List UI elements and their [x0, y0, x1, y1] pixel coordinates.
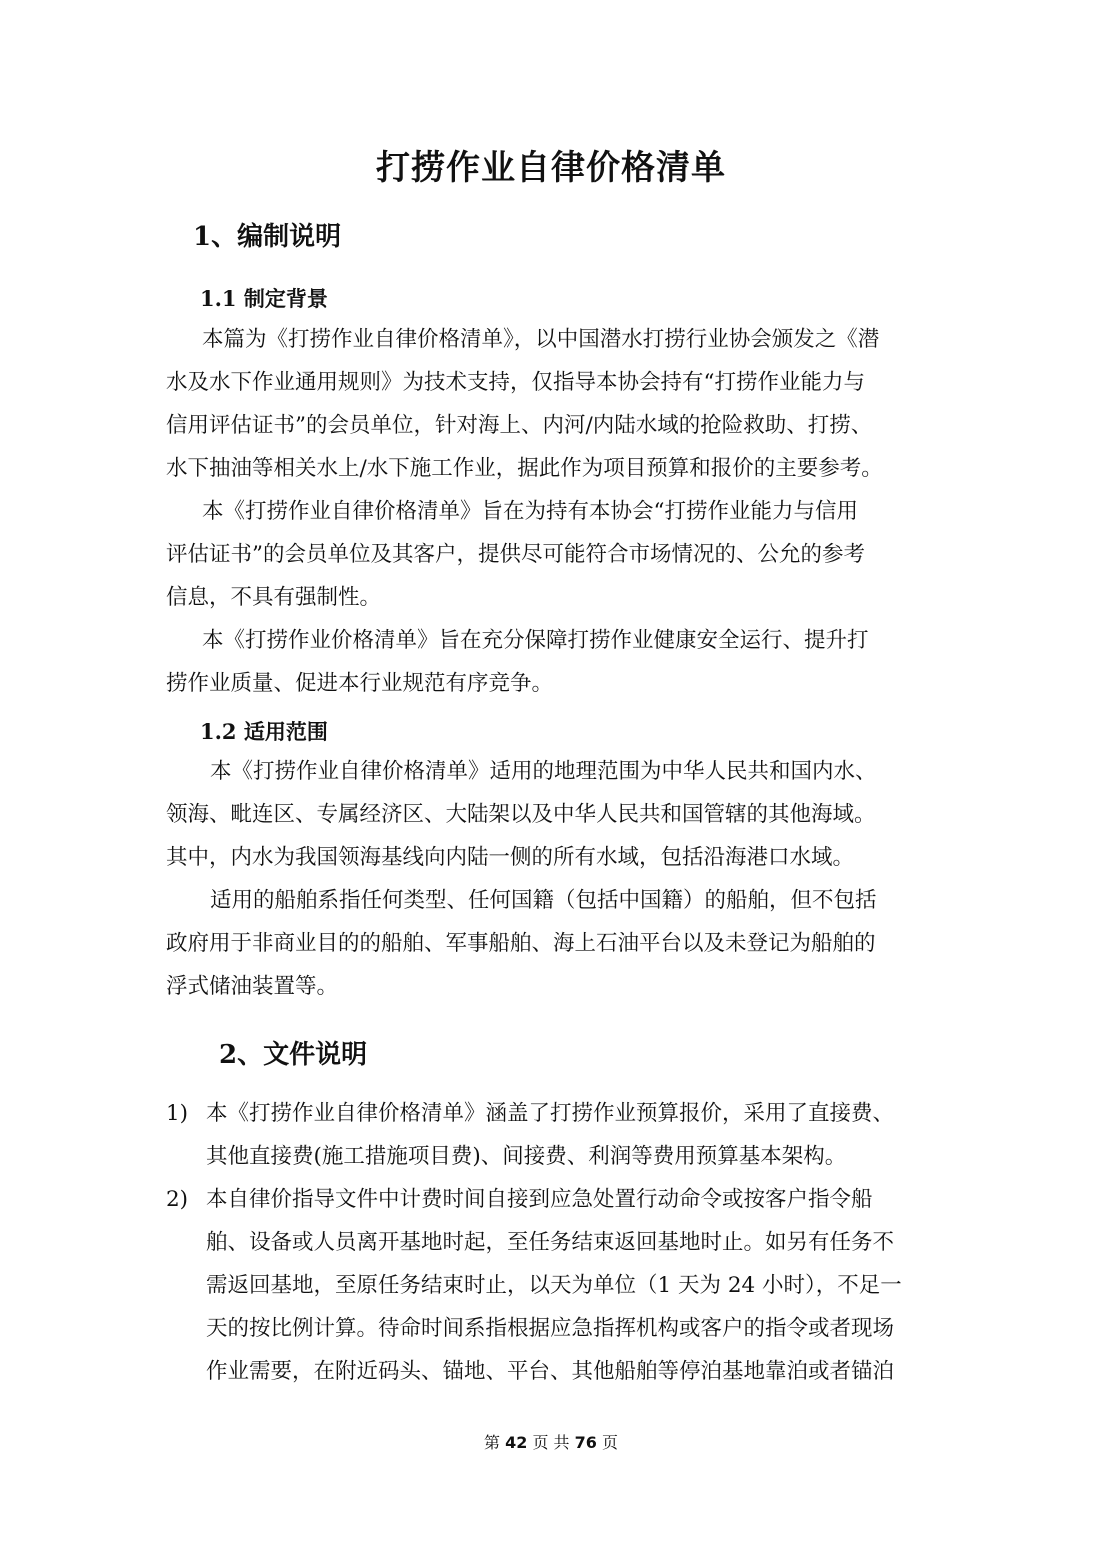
paragraph-line: 本篇为《打捞作业自律价格清单》，以中国潜水打捞行业协会颁发之《潜 [202, 327, 880, 352]
item-2-line: 舶、设备或人员离开基地时起，至任务结束返回基地时止。如另有任务不 [206, 1230, 895, 1255]
subsection-1-1-body [166, 318, 906, 705]
footer-middle: 页 共 [532, 1433, 570, 1452]
numbered-item [166, 1178, 936, 1393]
section-2-heading: 2、文件说明 [219, 1040, 368, 1070]
item-2-line [166, 1178, 936, 1221]
item-1-line [166, 1092, 936, 1135]
section-1-heading: 1、编制说明 [193, 222, 342, 252]
item-text: 本自律价指导文件中计费时间自接到应急处置行动命令或按客户指令船 [206, 1187, 873, 1212]
subsection-1-2-body [166, 750, 906, 1008]
paragraph-line: 政府用于非商业目的的船舶、军事船舶、海上石油平台以及未登记为船舶的 [166, 931, 876, 956]
item-2-line: 作业需要，在附近码头、锚地、平台、其他船舶等停泊基地靠泊或者锚泊 [206, 1359, 895, 1384]
page-footer [0, 1430, 1102, 1453]
footer-suffix: 页 [602, 1433, 619, 1452]
item-number: 2) [166, 1187, 189, 1212]
paragraph-line: 捞作业质量、促进本行业规范有序竞争。 [166, 671, 554, 696]
paragraph-line: 领海、毗连区、专属经济区、大陆架以及中华人民共和国管辖的其他海域。 [166, 802, 876, 827]
paragraph-line: 本《打捞作业自律价格清单》旨在为持有本协会“打捞作业能力与信用 [202, 499, 858, 524]
paragraph-line: 其中，内水为我国领海基线向内陆一侧的所有水域，包括沿海港口水域。 [166, 845, 855, 870]
paragraph-line: 评估证书”的会员单位及其客户，提供尽可能符合市场情况的、公允的参考 [166, 542, 865, 567]
paragraph-line: 浮式储油装置等。 [166, 974, 339, 999]
paragraph-line: 信息，不具有强制性。 [166, 585, 382, 610]
item-1-line: 其他直接费(施工措施项目费)、间接费、利润等费用预算基本架构。 [206, 1144, 847, 1169]
paragraph-line: 适用的船舶系指任何类型、任何国籍（包括中国籍）的船舶，但不包括 [210, 888, 877, 913]
document-title: 打捞作业自律价格清单 [376, 148, 726, 188]
numbered-item [166, 1092, 936, 1178]
subsection-1-1-heading: 1.1 制定背景 [200, 286, 328, 311]
item-number: 1) [166, 1101, 189, 1126]
item-2-line: 需返回基地，至原任务结束时止，以天为单位（1 天为 24 小时），不足一 [206, 1273, 902, 1298]
subsection-1-2-heading: 1.2 适用范围 [200, 719, 328, 744]
footer-page-number: 42 [505, 1433, 528, 1452]
paragraph-line: 水及水下作业通用规则》为技术支持，仅指导本协会持有“打捞作业能力与 [166, 370, 865, 395]
item-2-line: 天的按比例计算。待命时间系指根据应急指挥机构或客户的指令或者现场 [206, 1316, 895, 1341]
footer-total-pages: 76 [574, 1433, 597, 1452]
item-text: 本《打捞作业自律价格清单》涵盖了打捞作业预算报价，采用了直接费、 [206, 1101, 895, 1126]
paragraph-line: 水下抽油等相关水上/水下施工作业，据此作为项目预算和报价的主要参考。 [166, 456, 883, 481]
paragraph-line: 本《打捞作业价格清单》旨在充分保障打捞作业健康安全运行、提升打 [202, 628, 869, 653]
paragraph-line: 本《打捞作业自律价格清单》适用的地理范围为中华人民共和国内水、 [210, 759, 877, 784]
footer-prefix: 第 [483, 1433, 500, 1452]
paragraph-line: 信用评估证书”的会员单位，针对海上、内河/内陆水域的抢险救助、打捞、 [166, 413, 873, 438]
